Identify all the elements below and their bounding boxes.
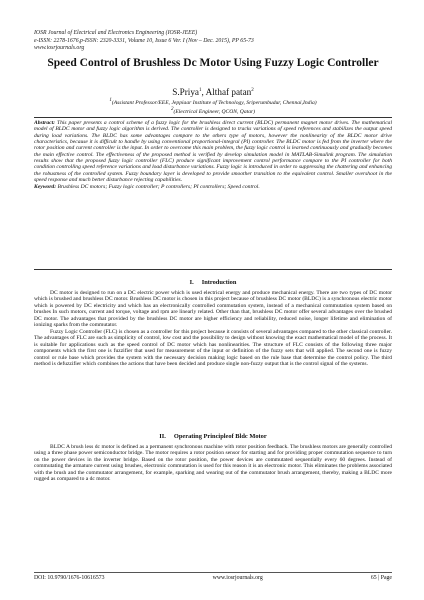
section-heading-introduction — [34, 279, 392, 287]
affiliations — [34, 98, 392, 116]
footer-doi: DOI: 10.9790/1676-10616573 — [34, 575, 105, 581]
author-separator: , — [201, 87, 206, 98]
keywords-label: Keyword: — [34, 184, 57, 191]
abstract-box — [34, 117, 392, 270]
footer-page-number: 65 | Page — [370, 575, 392, 581]
footer-site[interactable]: www.iosrjournals.org — [212, 575, 263, 581]
affiliation-mark: 1 — [109, 98, 112, 103]
affiliation-mark: 2 — [251, 88, 254, 93]
keywords-text: Brushless DC motors; Fuzzy logic controller; P controllers; PI controllers; Speed control. — [56, 184, 260, 191]
section-title: Operating Principleof Bldc Motor — [173, 433, 267, 440]
page-footer — [34, 572, 392, 582]
abstract-label: Abstract: — [34, 120, 55, 126]
paragraph: DC motor is designed to run on a DC electric power which is used electrical energy and produce mechanical energy. There are two types of DC motor which is brushed and brushless DC motor. Brushless DC motor is chosen in this project because of brushless DC motor (BLDC) is a synchronous electric motor which is powered by DC electricity and which has an electronically controlled commutation system, instead of a mechanical commutation system based on brushes In such motors, current and torque, voltage and rpm are linearly related. Other than that, brushless DC motor offer several advantages over the brushed DC motor. The advantages that provided by the brushless DC motor are higher efficiency and reliability, reduced noise, longer lifetime and elimination of ionizing sparks from the commutator. — [34, 290, 392, 329]
section-number: II. — [159, 433, 166, 440]
journal-url[interactable]: www.iosrjournals.org — [34, 45, 85, 52]
abstract — [34, 120, 392, 183]
section-heading-operating-principle — [34, 433, 392, 441]
abstract-text: This paper presents a control scheme of a fuzzy logic for the brushless direct current (BLDC) permanent magnet motor drives. The mathematical model of BLDC motor and fuzzy logic algorithm is derived. The controller is designed to tracks variations of speed references and stabilizes the output speed during load variations. The BLDC has some advantages compare to the others type of motors, however the nonlinearity of the BLDC motor drive characteristics, because it is difficult to handle by using conventional proportional-integral (PI) controller. The BLDC motor is fed from the inverter where the rotor position and current controller is the input. In order to overcome this main problem, the fuzzy logic control is learned continuously and gradually becomes the main effective control. The effectiveness of the proposed method is verified by develop simulation model in MATLAB-Simulink program. The simulation results show that the proposed fuzzy logic controller (FLC) produce significant improvement control performance compare to the PI controller for both condition controlling speed reference variations and load disturbance variations. Fuzzy logic is introduced in order to suppressing the chattering and enhancing the robustness of the controlled system. Fuzzy boundary layer is developed to provide smoother transition to the equivalent control. Smaller overshoot in the speed response and much better disturbance rejecting capabilities. — [34, 120, 392, 184]
journal-name: IOSR Journal of Electrical and Electronics Engineering (IOSR-JEEE) — [34, 30, 198, 36]
affiliation-text: (Assistant Professor/EEE, Jeppiaar Institute of Technology, Sriperumbudur, Chennai,India) — [111, 99, 317, 106]
section-title: Introduction — [201, 279, 237, 286]
keywords — [34, 184, 392, 191]
section-number: I. — [189, 279, 194, 286]
affiliation-mark: 2 — [170, 106, 174, 112]
paper-title: Speed Control of Brushless Dc Motor Using Fuzzy Logic Controller — [47, 57, 379, 69]
author-name: S.Priya — [172, 87, 200, 98]
journal-header — [34, 30, 394, 53]
affiliation-line — [34, 98, 392, 107]
author-list — [34, 85, 392, 98]
affiliation-text: (Electrical Engineer, QCON, Qatar) — [173, 108, 256, 115]
paragraph: Fuzzy Logic Controller (FLC) is chosen as a controller for this project because it consists of several advantages compared to the other classical controller. The advantages of FLC are such as simplicity of control, low cost and the possibility to design without knowing the exact mathematical model of the process. It is suitable for applications such as the speed control of DC motor which has nonlinearities. The structure of FLC consists of the following three major components which the first one is fuzzifier that used for measurement of the input or definition of the fuzzy sets that will applied. The second one is fuzzy control or rule base which provides the system with the necessary decision making logic based on the rule base that determine the control policy. The third method is defuzzifier which combines the actions that have been decided and produce single non-fuzzy output that is the control signal of the systems. — [34, 328, 392, 367]
paragraph: BLDC A brush less dc motor is defined as a permanent synchronous machine with rotor position feedback. The brushless motors are generally controlled using a three phase power semiconductor bridge. The motor requires a rotor position sensor for starting and for providing proper commutation sequence to turn on the power devices in the inverter bridge. Based on the rotor position, the power devices are commutated sequentially every 60 degrees. Instead of commutating the armature current using brushes, electronic commutation is used for this reason it is an electronic motor. This eliminates the problems associated with the brush and the commutator arrangement, for example, sparking and wearing out of the commutator brush arrangement, thereby, making a BLDC more rugged as compared to a dc motor. — [34, 444, 392, 483]
affiliation-line — [34, 107, 392, 116]
author-name: Althaf patan — [205, 87, 252, 98]
journal-issn: e-ISSN: 2278-1676,p-ISSN: 2320-3331, Volume 10, Issue 6 Ver. I (Nov – Dec. 2015), PP 65-73 — [34, 37, 254, 44]
introduction-body — [34, 290, 392, 420]
operating-principle-body — [34, 444, 392, 504]
affiliation-mark: 1 — [199, 88, 202, 93]
